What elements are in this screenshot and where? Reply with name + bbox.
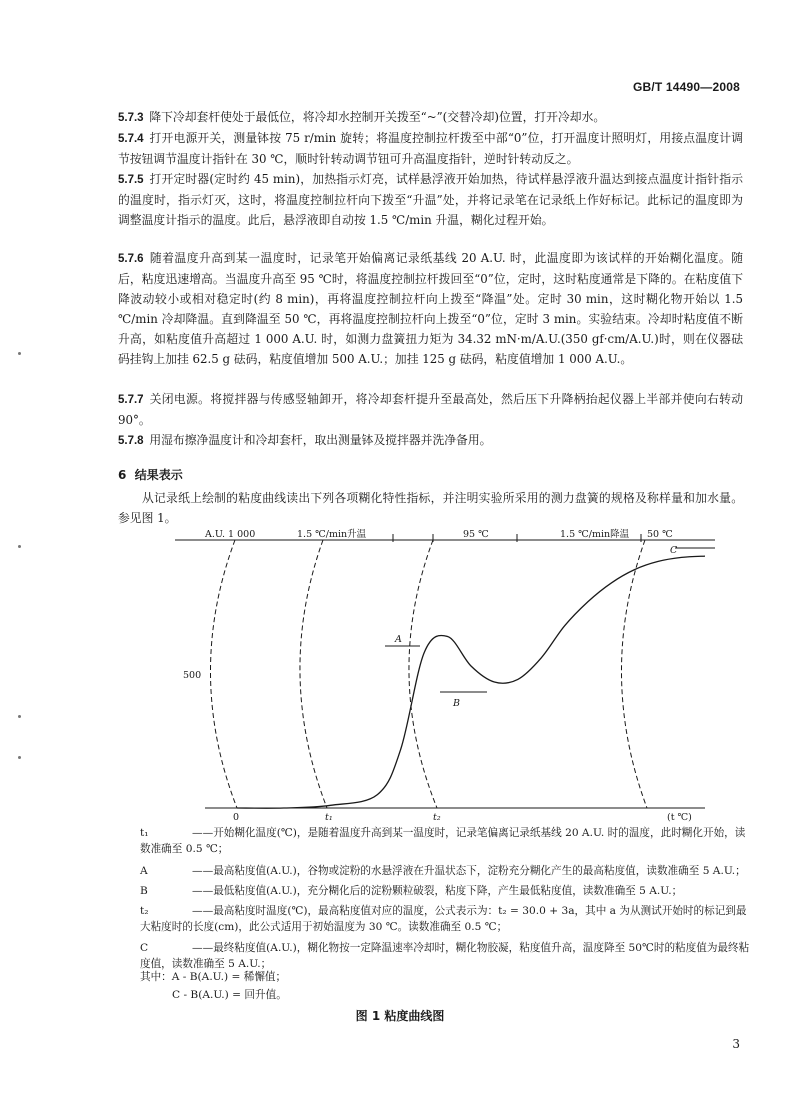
definition-a [140, 863, 750, 879]
definition-b [140, 883, 750, 899]
step-number: 5.7.4 [118, 133, 144, 145]
step-text: 打开定时器(定时约 45 min)，加热指示灯亮，试样悬浮液开始加热，待试样悬浮液升温达到接点温度计指针指示的温度时，指示灯灭，这时，将温度控制拉杆向下拨至“升温”处，并将记录笔在记录纸上作好标记。此标记的温度即为调整温度计指示的温度。此后，悬浮液即自动按 1.5 ℃/min 升温，糊化过程开始。 [118, 172, 744, 227]
note-breakdown: 其中：A - B(A.U.) = 稀懈值； [140, 971, 287, 983]
figure-caption: 图 1 粘度曲线图 [355, 1009, 445, 1023]
definition-t1 [140, 825, 750, 857]
step-5-7-4 [118, 128, 743, 169]
top-bar-heating: 1.5 ℃/min升温 [297, 529, 367, 540]
section-title: 结果表示 [134, 468, 183, 482]
definition-c [140, 940, 750, 972]
definition-text: ——最低粘度值(A.U.)，充分糊化后的淀粉颗粒破裂，粘度下降，产生最低粘度值，读数准确至 5 A.U.； [192, 885, 683, 897]
x-tick-0: 0 [233, 812, 240, 823]
definition-key: B [140, 885, 148, 897]
step-5-7-7 [118, 389, 743, 430]
scan-mark [18, 352, 21, 355]
step-text: 降下冷却套杆使处于最低位，将冷却水控制开关拨至“~”(交替冷却)位置，打开冷却水。 [149, 110, 606, 124]
section-heading [118, 466, 183, 483]
top-bar-50c: 50 ℃ [647, 529, 673, 540]
step-number: 5.7.6 [118, 253, 144, 265]
standard-code-header: GB/T 14490—2008 [632, 80, 740, 94]
scan-mark [18, 756, 21, 759]
arc-t1 [300, 540, 327, 808]
top-bar-95c: 95 ℃ [463, 529, 489, 540]
arc-t2 [409, 540, 437, 808]
page-number: 3 [732, 1037, 740, 1051]
scan-mark [18, 545, 21, 548]
step-text: 用湿布擦净温度计和冷却套杆，取出测量钵及搅拌器并洗净备用。 [149, 433, 492, 447]
step-5-7-5 [118, 169, 743, 230]
definition-key: C [140, 942, 149, 954]
point-label-c: C [670, 545, 678, 556]
definition-key: t₂ [140, 905, 149, 917]
definition-text: ——开始糊化温度(℃)，是随着温度升高到某一温度时，记录笔偏离记录纸基线 20 A.U. 时的温度，此时糊化开始，读数准确至 0.5 ℃； [140, 827, 746, 855]
x-tick-t1: t₁ [325, 812, 333, 823]
y-label-500: 500 [183, 670, 202, 681]
step-5-7-6 [118, 248, 743, 369]
top-bar-cooling: 1.5 ℃/min降温 [560, 529, 630, 540]
step-number: 5.7.5 [118, 174, 144, 186]
point-label-a: A [395, 634, 402, 645]
scan-mark [18, 715, 21, 718]
point-label-b: B [453, 698, 460, 709]
step-text: 关闭电源。将搅拌器与传感竖轴卸开，将冷却套杆提升至最高处，然后压下升降柄抬起仪器上半部并使向右转动 90°。 [118, 392, 743, 427]
x-tick-unit: (t ℃) [667, 812, 692, 823]
definition-key: A [140, 865, 148, 877]
arc-end [621, 540, 647, 808]
section-intro: 从记录纸上绘制的粘度曲线读出下列各项糊化特性指标，并注明实验所采用的测力盘簧的规格及称样量和加水量。参见图 1。 [118, 491, 743, 525]
step-5-7-8 [118, 430, 743, 451]
step-text: 打开电源开关，测量钵按 75 r/min 旋转；将温度控制拉杆拨至中部“0”位，打开温度计照明灯，用接点温度计调节按钮调节温度计指针在 30 ℃，顺时针转动调节钮可升高温度指针，逆时针转动反之。 [118, 131, 743, 166]
definition-t2 [140, 903, 750, 935]
step-number: 5.7.3 [118, 112, 144, 124]
section-number: 6 [118, 468, 127, 482]
definition-text: ——最终粘度值(A.U.)，糊化物按一定降温速率冷却时，糊化物胶凝，粘度值升高，温度降至 50℃时的粘度值为最终粘度值，读数准确至 5 A.U.； [140, 942, 750, 970]
definition-key: t₁ [140, 827, 149, 839]
step-text: 随着温度升高到某一温度时，记录笔开始偏离记录纸基线 20 A.U. 时，此温度即为该试样的开始糊化温度。随后，粘度迅速增高。当温度升高至 95 ℃时，将温度控制拉杆拨回至“0”位，定时，这时粘度通常是下降的。在粘度值下降波动较小或相对稳定时(约 8 min)，再将温度控制拉杆向上拨至“降温”处。定时 30 min，这时糊化物开始以 1.5 ℃/min 冷却降温。直到降温至 50 ℃，再将温度控制拉杆向上拨至“0”位，定时 3 min。实验结束。冷却时粘度值不断升高，如粘度值升高超过 1 000 A.U. 时，如测力盘簧扭力矩为 34.32 mN·m/A.U.(350 gf·cm/A.U.)时，则在仪器砝码挂钩上加挂 62.5 g 砝码，粘度值增加 500 A.U.；加挂 125 g 砝码，粘度值增加 1 000 A.U.。 [118, 251, 743, 366]
note-setback: C - B(A.U.) = 回升值。 [172, 989, 287, 1001]
step-5-7-3 [118, 107, 743, 128]
step-number: 5.7.7 [118, 394, 144, 406]
step-number: 5.7.8 [118, 435, 144, 447]
arc-start [210, 540, 237, 808]
definition-text: ——最高粘度时温度(℃)，最高粘度值对应的温度，公式表示为：t₂ = 30.0 + 3a，其中 a 为从测试开始时的标记到最大粘度时的长度(cm)，此公式适用于初始温度为 30 ℃。读数准确至 0.5 ℃； [140, 905, 747, 933]
definition-text: ——最高粘度值(A.U.)，谷物或淀粉的水悬浮液在升温状态下，淀粉充分糊化产生的最高粘度值，读数准确至 5 A.U.； [192, 865, 746, 877]
top-bar-au: A.U. 1 000 [205, 529, 256, 540]
x-tick-t2: t₂ [433, 812, 441, 823]
viscosity-curve-figure [175, 526, 725, 823]
